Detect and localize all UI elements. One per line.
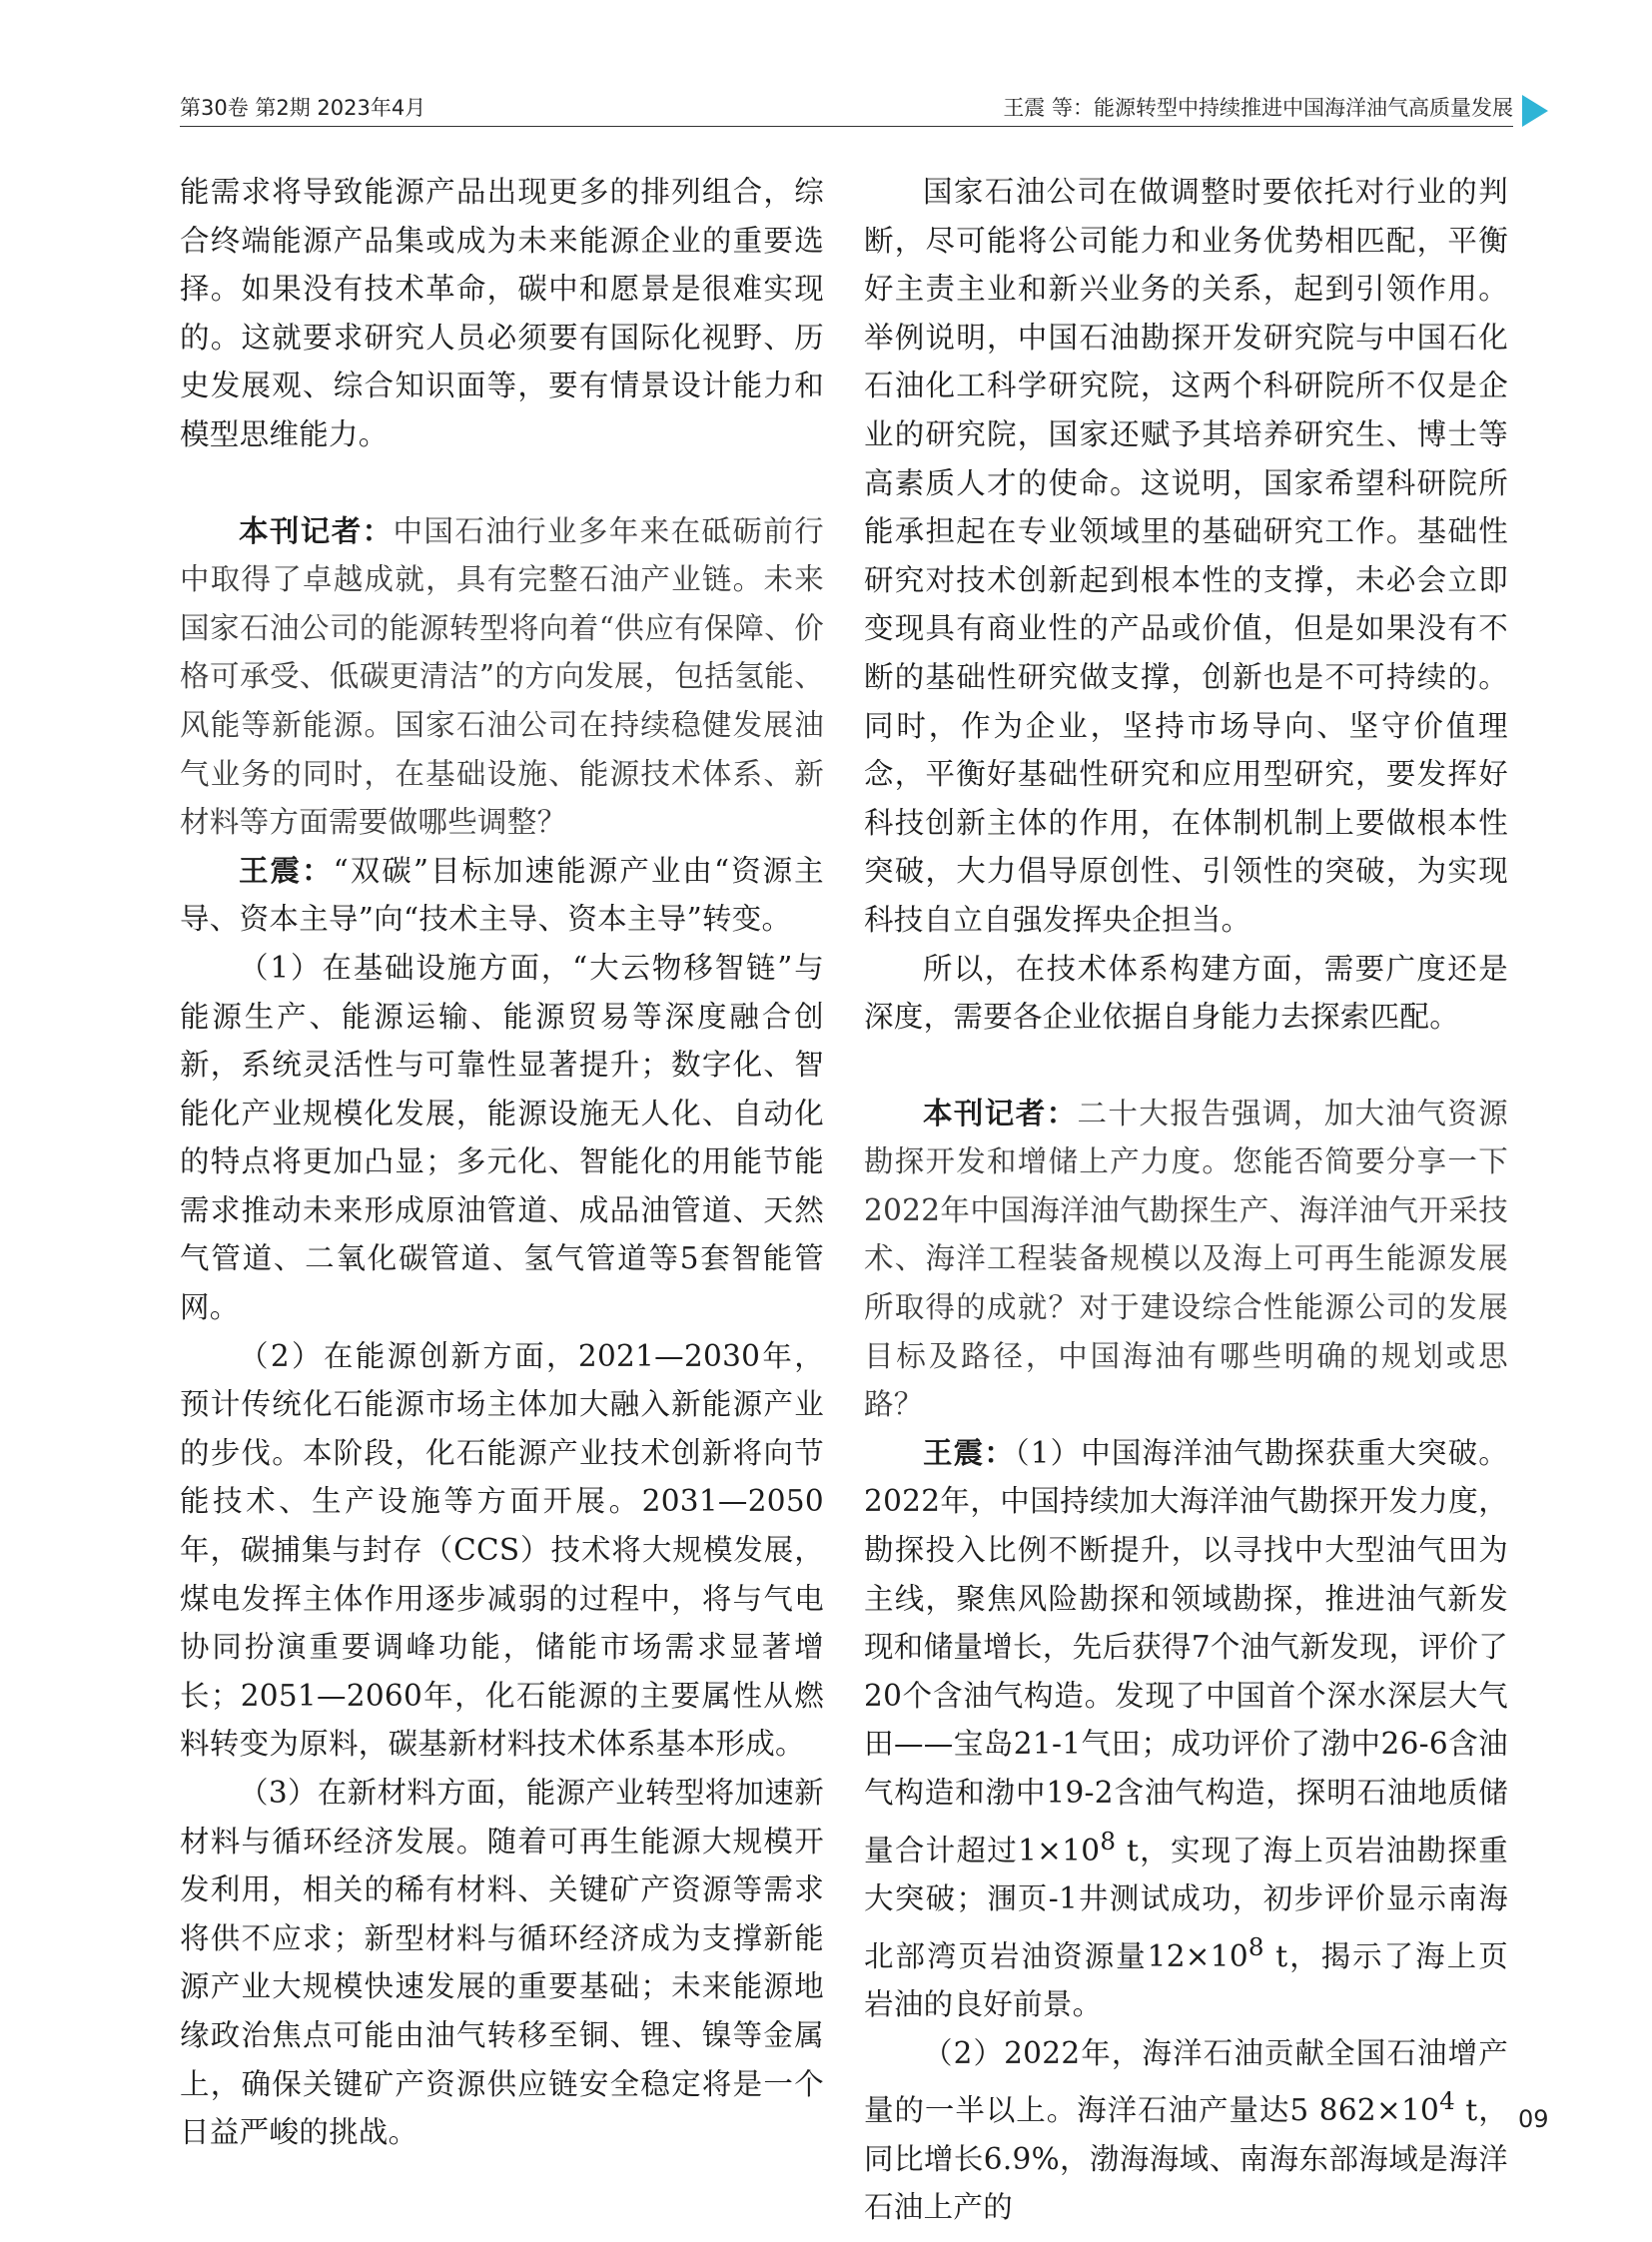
paragraph: （2）在能源创新方面，2021—2030年，预计传统化石能源市场主体加大融入新能源产业的步伐。本阶段，化石能源产业技术创新将向节能技术、生产设施等方面开展。2031—2050年，碳捕集与封存（CCS）技术将大规模发展，煤电发挥主体作用逐步减弱的过程中，将与气电协同扮演重要调峰功能，储能市场需求显著增长；2051—2060年，化石能源的主要属性从燃料转变为原料，碳基新材料技术体系基本形成。 xyxy=(180,1338,824,1762)
speaker-label: 王震： xyxy=(239,852,334,888)
running-header xyxy=(180,86,1513,126)
question-text: 二十大报告强调，加大油气资源勘探开发和增储上产力度。您能否简要分享一下2022年中国海洋油气勘探生产、海洋油气开采技术、海洋工程装备规模以及海上可再生能源发展所取得的成就？对于建设综合性能源公司的发展目标及路径，中国海油有哪些明确的规划或思路？ xyxy=(864,1096,1508,1422)
running-title: 王震 等：能源转型中持续推进中国海洋油气高质量发展 xyxy=(1003,96,1513,120)
paragraph-text: （2）2022年，海洋石油贡献全国石油增产量的一半以上。海洋石油产量达5 862×10 xyxy=(864,2035,1508,2128)
paragraph xyxy=(864,2029,1508,2232)
header-rule xyxy=(180,126,1513,127)
answer-text: （1）中国海洋油气勘探获重大突破。2022年，中国持续加大海洋油气勘探开发力度，勘探投入比例不断提升，以寻找中大型油气田为主线，聚焦风险勘探和领域勘探，推进油气新发现和储量增长，先后获得7个油气新发现，评价了20个含油气构造。发现了中国首个深水深层大气田——宝岛21-1气田；成功评价了渤中26-6含油气构造和渤中19-2含油气构造，探明石油地质储量合计超过1×10 xyxy=(864,1435,1508,1868)
question-text: 中国石油行业多年来在砥砺前行中取得了卓越成就，具有完整石油产业链。未来国家石油公司的能源转型将向着“供应有保障、价格可承受、低碳更清洁”的方向发展，包括氢能、风能等新能源。国家石油公司在持续稳健发展油气业务的同时，在基础设施、能源技术体系、新材料等方面需要做哪些调整？ xyxy=(180,513,824,840)
paragraph-text: t，同比增长6.9%，渤海海域、南海东部海域是海洋石油上产的 xyxy=(864,2093,1509,2225)
left-column xyxy=(180,168,824,2157)
paragraph: 国家石油公司在做调整时要依托对行业的判断，尽可能将公司能力和业务优势相匹配，平衡好主责主业和新兴业务的关系，起到引领作用。举例说明，中国石油勘探开发研究院与中国石化石油化工科学研究院，这两个科研院所不仅是企业的研究院，国家还赋予其培养研究生、博士等高素质人才的使命。这说明，国家希望科研院所能承担起在专业领域里的基础研究工作。基础性研究对技术创新起到根本性的支撑，未必会立即变现具有商业性的产品或价值，但是如果没有不断的基础性研究做支撑，创新也是不可持续的。同时，作为企业，坚持市场导向、坚守价值理念，平衡好基础性研究和应用型研究，要发挥好科技创新主体的作用，在体制机制上要做根本性突破，大力倡导原创性、引领性的突破，为实现科技自立自强发挥央企担当。 xyxy=(864,175,1508,937)
answer-text: t，实现了海上页岩油勘探重大突破；涠页-1井测试成功，初步评价显示南海北部湾页岩油资源量12×10 xyxy=(864,1833,1508,1973)
right-column xyxy=(864,168,1508,2232)
triangle-marker-icon xyxy=(1522,95,1548,127)
speaker-label: 王震： xyxy=(923,1434,1015,1470)
paragraph: （1）在基础设施方面，“大云物移智链”与能源生产、能源运输、能源贸易等深度融合创新，系统灵活性与可靠性显著提升；数字化、智能化产业规模化发展，能源设施无人化、自动化的特点将更加凸显；多元化、智能化的用能节能需求推动未来形成原油管道、成品油管道、天然气管道、二氧化碳管道、氢气管道等5套智能管网。 xyxy=(180,950,824,1325)
answer-paragraph xyxy=(180,847,824,944)
superscript: 8 xyxy=(1100,1826,1117,1856)
paragraph: 能需求将导致能源产品出现更多的排列组合，综合终端能源产品集或成为未来能源企业的重要选择。如果没有技术革命，碳中和愿景是很难实现的。这就要求研究人员必须要有国际化视野、历史发展观、综合知识面等，要有情景设计能力和模型思维能力。 xyxy=(180,175,824,451)
page-number: 09 xyxy=(1518,2105,1549,2133)
question-paragraph xyxy=(180,507,824,847)
answer-text: “双碳”目标加速能源产业由“资源主导、资本主导”向“技术主导、资本主导”转变。 xyxy=(180,853,824,937)
speaker-label: 本刊记者： xyxy=(239,512,394,548)
superscript: 8 xyxy=(1247,1931,1264,1961)
paragraph: 所以，在技术体系构建方面，需要广度还是深度，需要各企业依据自身能力去探索匹配。 xyxy=(864,951,1508,1035)
question-paragraph xyxy=(864,1090,1508,1429)
answer-paragraph xyxy=(864,1429,1508,2029)
superscript: 4 xyxy=(1439,2086,1456,2116)
journal-issue: 第30卷 第2期 2023年4月 xyxy=(180,96,426,120)
answer-text: t，揭示了海上页岩油的良好前景。 xyxy=(864,1938,1508,2022)
paragraph: （3）在新材料方面，能源产业转型将加速新材料与循环经济发展。随着可再生能源大规模开发利用，相关的稀有材料、关键矿产资源等需求将供不应求；新型材料与循环经济成为支撑新能源产业大规模快速发展的重要基础；未来能源地缘政治焦点可能由油气转移至铜、锂、镍等金属上，确保关键矿产资源供应链安全稳定将是一个日益严峻的挑战。 xyxy=(180,1776,824,2150)
speaker-label: 本刊记者： xyxy=(923,1095,1078,1130)
